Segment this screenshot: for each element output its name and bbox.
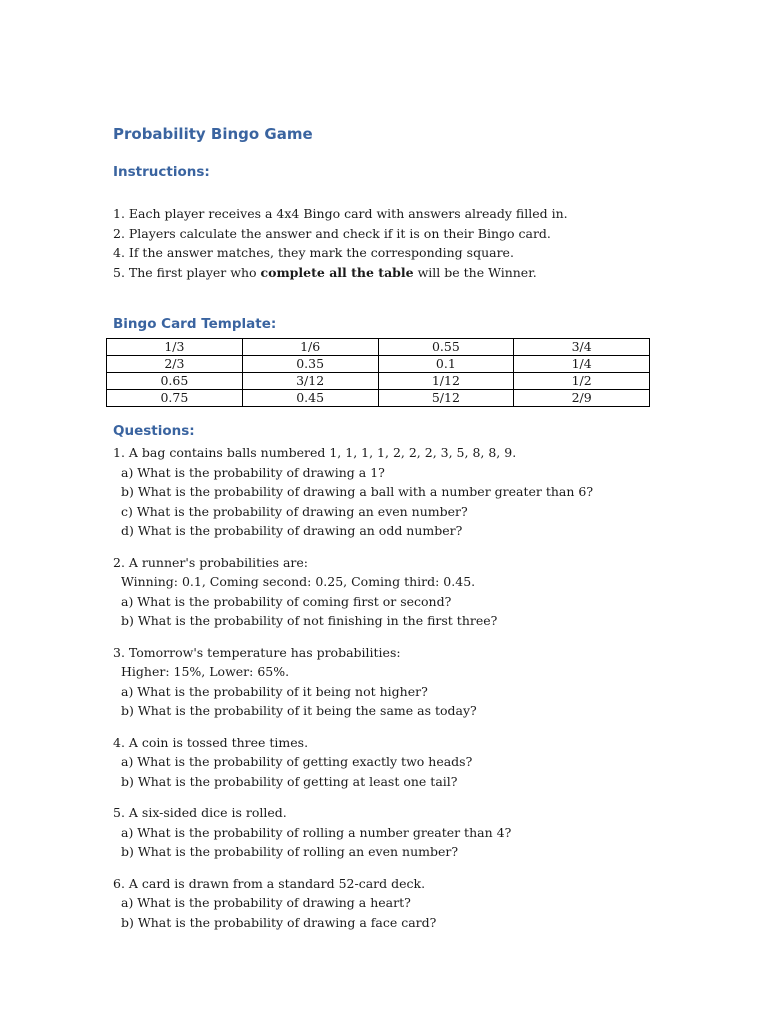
question-part: a) What is the probability of drawing a heart?	[121, 895, 411, 910]
question-block	[113, 874, 593, 933]
bingo-cell: 0.1	[378, 356, 514, 373]
question-part: c) What is the probability of drawing an even number?	[121, 503, 468, 519]
question-part: a) What is the probability of drawing a 1?	[121, 464, 385, 480]
instructions-heading: Instructions:	[113, 164, 210, 180]
bingo-cell: 3/4	[514, 339, 650, 356]
question-block	[113, 803, 593, 862]
question-part: b) What is the probability of getting at least one tail?	[121, 773, 458, 789]
question-block	[113, 553, 593, 631]
bingo-cell: 0.55	[378, 339, 514, 356]
questions-list	[113, 443, 593, 944]
instructions-list	[113, 204, 568, 282]
question-stem: 4. A coin is tossed three times.	[113, 734, 309, 750]
question-part: a) What is the probability of getting exactly two heads?	[121, 754, 473, 769]
questions-heading: Questions:	[113, 423, 195, 439]
bingo-cell: 5/12	[378, 390, 514, 407]
page-title: Probability Bingo Game	[113, 125, 313, 143]
bingo-cell: 2/3	[107, 356, 243, 373]
bingo-cell: 1/12	[378, 373, 514, 390]
question-block	[113, 733, 593, 792]
bingo-row	[107, 356, 650, 373]
question-part: b) What is the probability of rolling an even number?	[121, 844, 459, 859]
bingo-cell: 1/2	[514, 373, 650, 390]
question-stem: 1. A bag contains balls numbered 1, 1, 1, 1, 2, 2, 2, 3, 5, 8, 8, 9.	[113, 445, 517, 460]
bingo-row	[107, 339, 650, 356]
bingo-cell: 1/4	[514, 356, 650, 373]
question-part: b) What is the probability of drawing a face card?	[121, 914, 437, 930]
question-part: Winning: 0.1, Coming second: 0.25, Coming third: 0.45.	[121, 574, 476, 589]
question-stem: 6. A card is drawn from a standard 52-card deck.	[113, 875, 426, 891]
bingo-cell: 0.35	[242, 356, 378, 373]
question-block	[113, 443, 593, 541]
instruction-text: 5. The first player who	[113, 264, 261, 280]
bingo-cell: 1/3	[107, 339, 243, 356]
bingo-row	[107, 390, 650, 407]
question-stem: 2. A runner's probabilities are:	[113, 554, 309, 570]
bingo-cell: 0.45	[242, 390, 378, 407]
bingo-cell: 2/9	[514, 390, 650, 407]
bingo-card-heading: Bingo Card Template:	[113, 316, 277, 332]
instruction-line: 4. If the answer matches, they mark the corresponding square.	[113, 245, 514, 260]
instruction-line: 1. Each player receives a 4x4 Bingo card with answers already filled in.	[113, 206, 568, 221]
question-part: b) What is the probability of drawing a ball with a number greater than 6?	[121, 484, 594, 499]
question-part: b) What is the probability of it being the same as today?	[121, 703, 477, 718]
question-block	[113, 643, 593, 721]
question-part: a) What is the probability of coming first or second?	[121, 593, 452, 609]
question-part: Higher: 15%, Lower: 65%.	[121, 664, 290, 679]
question-stem: 3. Tomorrow's temperature has probabilities:	[113, 644, 401, 660]
bingo-cell: 1/6	[242, 339, 378, 356]
instruction-line	[113, 263, 568, 283]
instruction-line: 2. Players calculate the answer and check if it is on their Bingo card.	[113, 225, 551, 241]
bingo-card-table	[106, 338, 650, 407]
instruction-bold-text: complete all the table	[260, 264, 414, 280]
question-stem: 5. A six-sided dice is rolled.	[113, 805, 287, 820]
question-part: b) What is the probability of not finishing in the first three?	[121, 613, 498, 628]
instruction-text: will be the Winner.	[413, 264, 537, 280]
bingo-cell: 0.75	[107, 390, 243, 407]
question-part: a) What is the probability of rolling a number greater than 4?	[121, 824, 512, 840]
bingo-cell: 0.65	[107, 373, 243, 390]
question-part: a) What is the probability of it being not higher?	[121, 683, 428, 699]
question-part: d) What is the probability of drawing an odd number?	[121, 523, 463, 538]
bingo-cell: 3/12	[242, 373, 378, 390]
bingo-row	[107, 373, 650, 390]
